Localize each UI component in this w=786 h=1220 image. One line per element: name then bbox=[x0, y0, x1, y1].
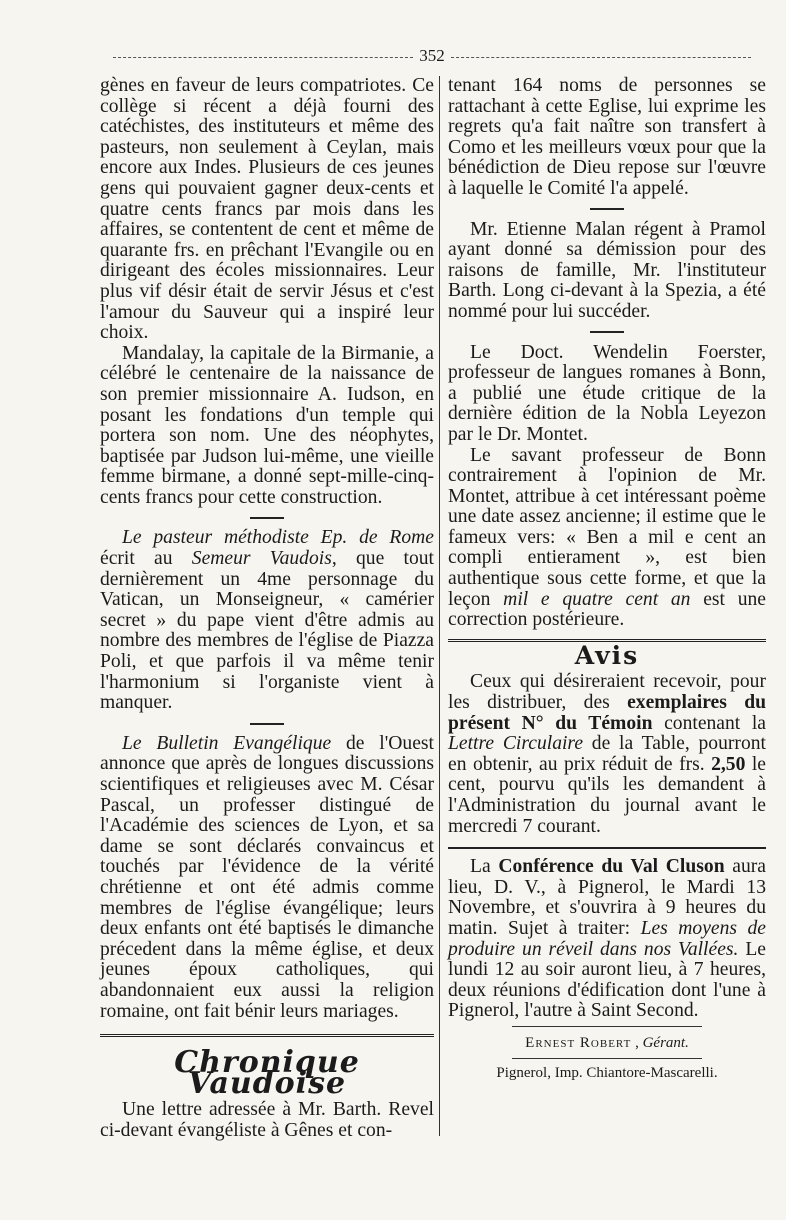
emphasis-bold: exemplaires du présent N° du Témoin bbox=[448, 692, 766, 734]
paragraph-rome bbox=[100, 528, 434, 713]
paragraph-foerster: Le Doct. Wendelin Foerster, professeur de langues romanes à Bonn, a publié une étude critique de la dernière édition de la Nobla Leyezon par le Dr. Montet. bbox=[448, 341, 766, 445]
gerant-line: Ernest Robert , Gérant. bbox=[525, 1034, 689, 1051]
text-run: La bbox=[470, 856, 499, 878]
section-separator bbox=[100, 716, 434, 732]
gerant-name: Ernest Robert bbox=[525, 1034, 632, 1051]
avis-heading: Avis bbox=[574, 640, 640, 670]
printer-line: Pignerol, Imp. Chiantore-Mascarelli. bbox=[496, 1064, 718, 1081]
section-rule bbox=[512, 1058, 703, 1059]
section-separator bbox=[448, 325, 766, 341]
paragraph-conference bbox=[448, 857, 766, 1022]
text-run: Le savant professeur de Bonn contrairement à l'opinion de Mr. Montet, attribue à cet intéressant poème une date assez ancienne; il estime que le fameux vers: « Ben a mil e cent an compli entierament », est bien authentique sous cette forme, et que la leçon bbox=[448, 444, 766, 610]
source-italic: Le pasteur méthodiste Ep. de Rome bbox=[122, 527, 434, 549]
section-rule bbox=[512, 1026, 703, 1027]
emphasis-italic: Les moyens de produire un réveil dans nos Vallées. bbox=[448, 917, 766, 960]
text-run: est une correction postérieure. bbox=[448, 588, 766, 631]
text-run: Le lundi 12 au soir auront lieu, à 7 heures, deux réunions d'édification dont l'une à Pignerol, l'autre à Saint Second. bbox=[448, 938, 766, 1022]
paragraph-bonn bbox=[448, 446, 766, 631]
section-separator bbox=[100, 510, 434, 526]
text-run: Ceux qui désireraient recevoir, pour les distribuer, des bbox=[448, 671, 766, 714]
text-run: de l'Ouest annonce que après de longues discussions scientifiques et religieuses avec M. César Pascal, un professer distingué de l'Académie des sciences de Lyon, et sa dame se sont déclarés convaincus et touchés par l'évidence de la vérité chrétienne et ont été admis comme membres de l'église évangélique; leurs deux enfants ont été baptisés le dimanche précedent dans la même église, et deux jeunes époux catholiques, qui abandonnaient eux aussi la religion romaine, ont fait bénir leurs mariages. bbox=[100, 732, 434, 1022]
paragraph-como: tenant 164 noms de personnes se rattachant à cette Eglise, lui exprime les regrets qu'a fait naître son transfert à Como et les meilleurs vœux pour que la bénédiction de Dieu repose sur l'œuvre à laquelle le Comité l'a appelé. bbox=[448, 75, 766, 199]
text-run: le cent, pourvu qu'ils les demandent à l'Administration du journal avant le mercredi 7 courant. bbox=[448, 753, 766, 837]
paragraph-ceylan: gènes en faveur de leurs compatriotes. Ce collège si récent a déjà fourni des catéchistes, des instituteurs et même des pasteurs, non seulement à Ceylan, mais encore aux Indes. Plusieurs de ces jeunes gens qui pouvaient gagner deux-cents et quatre cents francs par mois dans les affaires, se contentent de cent et même de quarante frs. en prêchant l'Evangile ou en dirigeant des écoles missionnaires. Leur plus vif désir était de servir Jésus et c'est l'amour du Sauveur qui a inspiré leur choix. bbox=[100, 75, 434, 344]
right-column bbox=[448, 76, 766, 1083]
paragraph-avis bbox=[448, 672, 766, 837]
column-divider bbox=[439, 76, 440, 1136]
section-separator bbox=[448, 202, 766, 218]
paragraph-bulletin bbox=[100, 734, 434, 1022]
text-run: écrit au bbox=[100, 548, 192, 570]
paragraph-revel: Une lettre adressée à Mr. Barth. Revel ci-devant évangéliste à Gênes et con- bbox=[100, 1099, 434, 1141]
page-number: 352 bbox=[100, 46, 764, 66]
gerant-role: Gérant. bbox=[642, 1034, 689, 1051]
text-run: , que tout dernièrement un 4me personnage du Vatican, un Monseigneur, « camérier secret » du pape vient d'être admis au nombre des membres de l'église de Piazza Poli, et que parfois il va même tenir l'harmonium si l'organiste vient à manquer. bbox=[100, 548, 434, 714]
section-rule bbox=[100, 1034, 434, 1037]
quote-italic: mil e quatre cent an bbox=[503, 588, 691, 610]
paragraph-mandalay: Mandalay, la capitale de la Birmanie, a célébré le centenaire de la naissance de son premier missionnaire A. Iudson, en posant les fondations d'un temple qui portera son nom. Une des néophytes, baptisée par Judson lui-même, une vieille femme birmane, a donné sept-mille-cinq-cents francs pour cette construction. bbox=[100, 342, 434, 508]
text-run: aura lieu, D. V., à Pignerol, le Mardi 13 Novembre, et s'ouvrira à 9 heures du matin. Sujet à traiter: bbox=[448, 856, 766, 939]
text-run: de la Table, pourront en obtenir, au prix réduit de frs. bbox=[448, 733, 766, 775]
left-column bbox=[100, 76, 434, 1142]
text-run: contenant la bbox=[652, 712, 766, 734]
emphasis-italic: Lettre Circulaire bbox=[448, 733, 584, 755]
section-rule bbox=[448, 847, 766, 849]
source-italic: Semeur Vaudois bbox=[191, 548, 332, 570]
price-bold: 2,50 bbox=[711, 753, 746, 775]
emphasis-bold: Conférence du Val Cluson bbox=[498, 856, 725, 878]
chronique-heading: Chronique Vaudoise bbox=[174, 1045, 360, 1101]
paragraph-malan: Mr. Etienne Malan régent à Pramol ayant donné sa démission pour des raisons de famille, Mr. l'instituteur Barth. Long ci-devant à la Spezia, a été nommé pour lui succéder. bbox=[448, 218, 766, 322]
source-italic: Le Bulletin Evangélique bbox=[122, 732, 332, 754]
